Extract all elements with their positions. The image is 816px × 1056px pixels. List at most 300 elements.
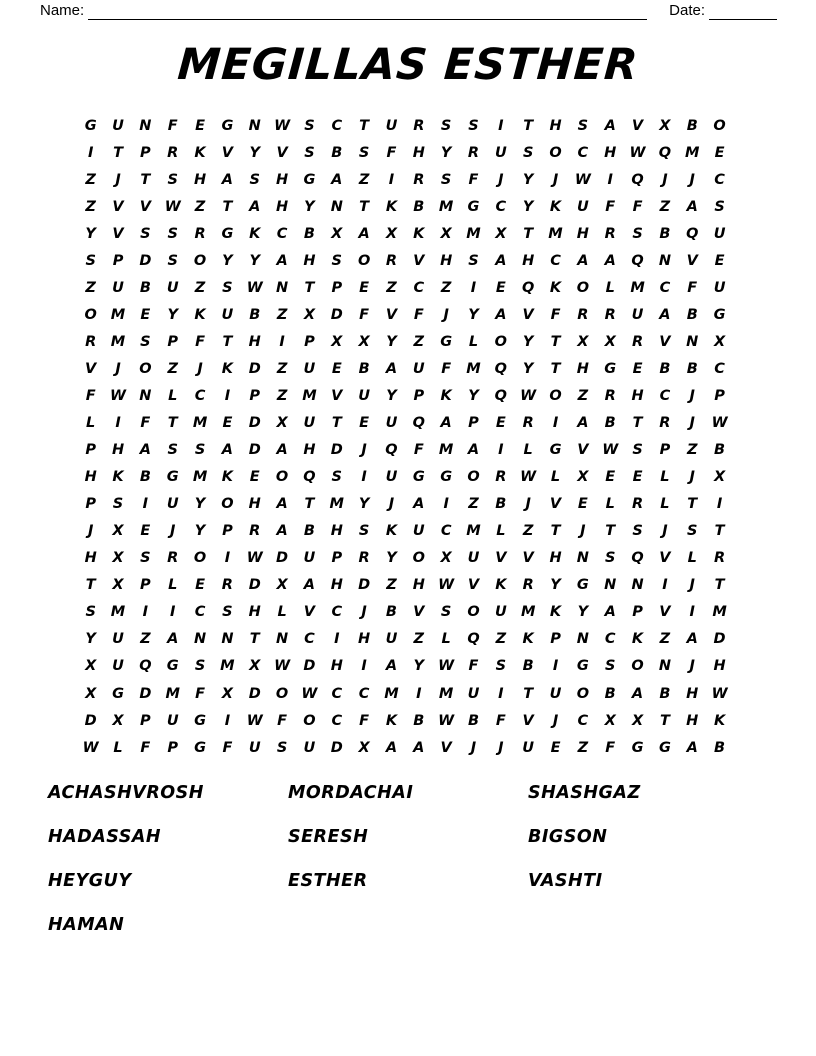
- grid-cell: U: [385, 631, 398, 648]
- grid-cell: U: [166, 279, 179, 296]
- grid-cell: N: [631, 577, 644, 594]
- grid-cell: N: [576, 550, 589, 567]
- grid-cell: A: [331, 171, 343, 188]
- grid-cell: W: [520, 387, 537, 404]
- grid-cell: T: [222, 333, 233, 350]
- grid-cell: H: [248, 604, 261, 621]
- grid-cell: H: [576, 360, 589, 377]
- grid-cell: B: [604, 685, 616, 702]
- grid-cell: I: [689, 604, 695, 621]
- grid-cell: B: [139, 469, 151, 486]
- grid-cell: V: [276, 144, 288, 161]
- grid-cell: F: [687, 279, 698, 296]
- grid-cell: V: [659, 550, 671, 567]
- grid-cell: C: [304, 631, 315, 648]
- grid-cell: O: [139, 360, 152, 377]
- grid-cell: P: [222, 523, 233, 540]
- grid-cell: Z: [386, 577, 397, 594]
- grid-cell: J: [361, 604, 367, 621]
- word-list-column: [48, 783, 204, 959]
- grid-cell: A: [413, 739, 425, 756]
- grid-cell: J: [689, 171, 695, 188]
- word-list-item: MORDACHAI: [288, 783, 414, 803]
- grid-cell: Q: [412, 415, 425, 432]
- grid-cell: V: [440, 739, 452, 756]
- grid-cell: K: [440, 387, 452, 404]
- grid-cell: S: [304, 117, 315, 134]
- grid-cell: T: [632, 415, 643, 432]
- grid-cell: B: [303, 523, 315, 540]
- grid-cell: A: [659, 306, 671, 323]
- grid-cell: S: [222, 279, 233, 296]
- grid-cell: I: [552, 415, 559, 432]
- grid-cell: F: [140, 739, 151, 756]
- grid-cell: D: [248, 577, 261, 594]
- grid-cell: S: [167, 171, 178, 188]
- grid-cell: Q: [631, 171, 644, 188]
- grid-cell: S: [632, 523, 643, 540]
- grid-cell: I: [361, 658, 367, 675]
- grid-cell: S: [714, 198, 725, 215]
- grid-cell: I: [716, 496, 723, 513]
- grid-cell: I: [443, 496, 449, 513]
- grid-cell: Y: [386, 550, 397, 567]
- grid-cell: J: [388, 496, 395, 513]
- grid-cell: O: [467, 469, 480, 486]
- grid-cell: O: [221, 496, 234, 513]
- grid-cell: C: [194, 604, 206, 621]
- grid-cell: Z: [659, 631, 671, 648]
- grid-cell: P: [331, 279, 343, 296]
- grid-cell: P: [85, 496, 96, 513]
- grid-cell: V: [522, 712, 534, 729]
- grid-cell: Q: [686, 225, 699, 242]
- grid-cell: F: [632, 198, 643, 215]
- grid-cell: X: [631, 712, 644, 729]
- grid-cell: L: [168, 387, 178, 404]
- grid-cell: J: [361, 442, 367, 459]
- grid-cell: X: [221, 685, 233, 702]
- grid-cell: Y: [468, 387, 479, 404]
- grid-cell: M: [384, 685, 399, 702]
- grid-cell: R: [167, 144, 179, 161]
- grid-cell: K: [549, 198, 562, 215]
- grid-cell: F: [413, 442, 424, 459]
- grid-cell: N: [193, 631, 207, 648]
- grid-cell: A: [604, 604, 616, 621]
- grid-cell: V: [631, 117, 644, 134]
- grid-cell: J: [662, 523, 668, 540]
- grid-cell: M: [438, 685, 454, 702]
- grid-cell: U: [248, 739, 261, 756]
- grid-cell: P: [140, 144, 151, 161]
- grid-cell: X: [331, 333, 343, 350]
- grid-cell: P: [112, 252, 124, 269]
- grid-cell: X: [303, 306, 316, 323]
- grid-cell: Z: [577, 387, 589, 404]
- grid-cell: O: [84, 306, 97, 323]
- grid-cell: Z: [413, 631, 425, 648]
- grid-cell: A: [385, 658, 398, 675]
- grid-cell: I: [498, 685, 504, 702]
- grid-cell: F: [550, 306, 561, 323]
- grid-cell: D: [330, 306, 343, 323]
- grid-cell: D: [248, 415, 261, 432]
- grid-cell: Q: [139, 658, 152, 675]
- grid-cell: D: [248, 442, 261, 459]
- grid-cell: Y: [222, 252, 233, 269]
- grid-cell: P: [140, 577, 151, 594]
- grid-cell: N: [139, 117, 152, 134]
- grid-cell: Y: [85, 225, 96, 242]
- grid-cell: Y: [440, 144, 452, 161]
- grid-cell: F: [605, 739, 616, 756]
- grid-cell: Z: [85, 279, 96, 296]
- grid-cell: B: [385, 604, 397, 621]
- grid-cell: Z: [85, 198, 96, 215]
- grid-cell: Q: [631, 550, 644, 567]
- grid-cell: X: [577, 469, 589, 486]
- grid-cell: H: [713, 658, 726, 675]
- grid-cell: S: [358, 523, 370, 540]
- grid-cell: M: [520, 604, 536, 621]
- grid-cell: F: [222, 739, 233, 756]
- grid-cell: H: [84, 469, 97, 486]
- grid-cell: U: [713, 279, 726, 296]
- grid-cell: M: [466, 225, 481, 242]
- grid-cell: G: [604, 360, 617, 377]
- grid-cell: X: [249, 658, 261, 675]
- grid-cell: S: [440, 604, 452, 621]
- grid-cell: D: [84, 712, 97, 729]
- grid-cell: C: [714, 360, 725, 377]
- grid-cell: Y: [386, 333, 397, 350]
- grid-cell: S: [167, 442, 178, 459]
- grid-cell: O: [467, 604, 480, 621]
- grid-cell: L: [523, 442, 533, 459]
- word-list-item: VASHTI: [528, 871, 603, 891]
- grid-cell: E: [632, 469, 643, 486]
- grid-cell: A: [495, 306, 507, 323]
- grid-cell: Z: [386, 279, 397, 296]
- grid-cell: A: [167, 631, 179, 648]
- grid-cell: G: [194, 739, 206, 756]
- grid-cell: V: [303, 604, 316, 621]
- grid-cell: P: [140, 712, 151, 729]
- grid-cell: M: [110, 333, 126, 350]
- grid-cell: C: [331, 604, 343, 621]
- grid-cell: S: [140, 550, 151, 567]
- grid-cell: S: [577, 117, 589, 134]
- grid-cell: T: [550, 523, 561, 540]
- grid-cell: Y: [358, 496, 370, 513]
- grid-cell: M: [329, 496, 344, 513]
- grid-cell: R: [604, 306, 616, 323]
- grid-cell: G: [467, 198, 480, 215]
- grid-cell: C: [495, 198, 507, 215]
- grid-cell: V: [522, 306, 534, 323]
- grid-cell: B: [467, 712, 480, 729]
- grid-cell: H: [111, 442, 125, 459]
- grid-cell: K: [549, 279, 562, 296]
- grid-cell: Y: [522, 171, 534, 188]
- grid-cell: K: [112, 469, 124, 486]
- grid-cell: M: [466, 523, 481, 540]
- grid-cell: W: [438, 658, 455, 675]
- grid-cell: U: [112, 117, 124, 134]
- grid-cell: A: [385, 360, 398, 377]
- grid-cell: V: [331, 387, 343, 404]
- grid-cell: E: [714, 252, 725, 269]
- grid-cell: H: [549, 550, 562, 567]
- grid-cell: S: [604, 658, 616, 675]
- grid-cell: J: [689, 387, 695, 404]
- grid-cell: C: [358, 685, 370, 702]
- grid-cell: B: [659, 225, 671, 242]
- grid-cell: S: [522, 144, 534, 161]
- grid-cell: B: [358, 360, 370, 377]
- grid-cell: D: [303, 658, 316, 675]
- grid-cell: G: [84, 117, 97, 134]
- grid-cell: O: [357, 252, 371, 269]
- grid-cell: K: [713, 712, 726, 729]
- grid-cell: S: [495, 658, 507, 675]
- grid-cell: Y: [522, 198, 534, 215]
- grid-cell: H: [549, 117, 562, 134]
- grid-cell: W: [711, 415, 728, 432]
- grid-cell: D: [248, 685, 261, 702]
- grid-cell: J: [525, 496, 531, 513]
- grid-cell: V: [495, 550, 507, 567]
- grid-cell: J: [470, 739, 477, 756]
- grid-cell: E: [632, 360, 643, 377]
- grid-cell: U: [385, 117, 398, 134]
- grid-cell: Z: [167, 360, 178, 377]
- word-list-item: HEYGUY: [48, 871, 132, 891]
- grid-cell: I: [87, 144, 94, 161]
- grid-cell: F: [140, 415, 151, 432]
- grid-cell: L: [687, 550, 697, 567]
- grid-cell: P: [249, 387, 261, 404]
- grid-cell: S: [167, 252, 178, 269]
- grid-cell: G: [576, 577, 589, 594]
- grid-cell: Y: [522, 360, 534, 377]
- word-list-item: SERESH: [288, 827, 369, 847]
- grid-cell: Q: [494, 360, 507, 377]
- grid-cell: J: [170, 523, 176, 540]
- grid-cell: V: [467, 577, 480, 594]
- grid-cell: C: [577, 712, 589, 729]
- grid-cell: B: [495, 496, 507, 513]
- grid-cell: O: [713, 117, 726, 134]
- grid-cell: S: [194, 442, 206, 459]
- grid-cell: L: [441, 631, 451, 648]
- grid-cell: G: [658, 739, 671, 756]
- grid-cell: S: [358, 144, 370, 161]
- grid-cell: Z: [85, 171, 96, 188]
- grid-cell: Y: [522, 333, 534, 350]
- grid-cell: G: [440, 333, 453, 350]
- grid-cell: Z: [440, 279, 452, 296]
- grid-cell: H: [303, 252, 316, 269]
- grid-cell: K: [413, 225, 425, 242]
- grid-cell: Q: [385, 442, 398, 459]
- grid-cell: E: [359, 279, 370, 296]
- grid-cell: H: [303, 442, 316, 459]
- grid-cell: B: [714, 442, 726, 459]
- grid-cell: W: [574, 171, 591, 188]
- grid-cell: V: [659, 604, 671, 621]
- grid-cell: N: [658, 658, 671, 675]
- grid-cell: U: [385, 469, 398, 486]
- grid-cell: H: [330, 658, 343, 675]
- grid-cell: Z: [468, 496, 479, 513]
- date-fill-line[interactable]: [709, 3, 777, 20]
- grid-cell: L: [660, 496, 670, 513]
- grid-cell: J: [689, 415, 695, 432]
- grid-cell: N: [248, 117, 261, 134]
- grid-cell: E: [359, 415, 370, 432]
- grid-cell: A: [276, 523, 288, 540]
- grid-cell: I: [388, 171, 395, 188]
- grid-cell: E: [550, 739, 561, 756]
- word-list-item: HADASSAH: [48, 827, 162, 847]
- grid-cell: H: [276, 171, 289, 188]
- grid-cell: D: [358, 577, 371, 594]
- grid-cell: F: [195, 333, 205, 350]
- grid-cell: J: [115, 171, 121, 188]
- grid-cell: A: [385, 739, 398, 756]
- grid-cell: X: [276, 415, 288, 432]
- grid-cell: L: [605, 279, 615, 296]
- grid-cell: T: [140, 171, 151, 188]
- grid-cell: O: [494, 333, 507, 350]
- grid-cell: U: [467, 550, 480, 567]
- grid-cell: H: [631, 387, 644, 404]
- grid-cell: Y: [194, 496, 206, 513]
- grid-cell: A: [276, 442, 288, 459]
- grid-cell: N: [686, 333, 699, 350]
- grid-cell: F: [359, 712, 370, 729]
- word-list-item: SHASHGAZ: [528, 783, 641, 803]
- grid-cell: C: [331, 685, 343, 702]
- grid-cell: K: [631, 631, 644, 648]
- grid-cell: B: [249, 306, 261, 323]
- grid-cell: R: [522, 577, 534, 594]
- grid-cell: W: [246, 550, 263, 567]
- grid-cell: L: [605, 496, 615, 513]
- grid-cell: N: [276, 279, 289, 296]
- grid-cell: X: [112, 550, 124, 567]
- grid-cell: J: [498, 171, 504, 188]
- grid-cell: S: [249, 171, 260, 188]
- grid-cell: H: [358, 631, 371, 648]
- grid-cell: S: [304, 144, 315, 161]
- grid-cell: T: [304, 279, 315, 296]
- grid-cell: K: [385, 712, 398, 729]
- grid-cell: V: [112, 225, 124, 242]
- grid-cell: P: [550, 631, 561, 648]
- grid-cell: B: [686, 360, 698, 377]
- grid-cell: A: [303, 577, 316, 594]
- grid-cell: X: [112, 523, 124, 540]
- grid-cell: M: [110, 306, 126, 323]
- grid-cell: R: [577, 306, 589, 323]
- grid-cell: X: [440, 550, 452, 567]
- grid-cell: N: [576, 631, 589, 648]
- grid-cell: P: [632, 604, 643, 621]
- grid-cell: X: [604, 712, 616, 729]
- grid-cell: V: [522, 550, 534, 567]
- grid-cell: O: [275, 685, 289, 702]
- grid-cell: D: [139, 252, 152, 269]
- grid-cell: N: [221, 631, 234, 648]
- grid-cell: A: [604, 117, 616, 134]
- grid-cell: Y: [167, 306, 178, 323]
- grid-cell: E: [222, 415, 233, 432]
- grid-cell: S: [604, 550, 616, 567]
- grid-cell: D: [139, 685, 152, 702]
- grid-cell: U: [713, 225, 726, 242]
- grid-cell: G: [166, 469, 179, 486]
- grid-cell: T: [222, 198, 233, 215]
- grid-cell: W: [301, 685, 318, 702]
- grid-cell: V: [112, 198, 124, 215]
- grid-cell: E: [195, 117, 205, 134]
- grid-cell: K: [549, 604, 562, 621]
- grid-cell: W: [274, 658, 291, 675]
- word-list-item: HAMAN: [48, 915, 125, 935]
- grid-cell: R: [385, 252, 398, 269]
- grid-cell: U: [303, 739, 316, 756]
- grid-cell: O: [549, 387, 562, 404]
- grid-cell: X: [85, 685, 97, 702]
- word-list-item: ESTHER: [288, 871, 368, 891]
- grid-cell: U: [494, 144, 507, 161]
- grid-cell: T: [550, 333, 561, 350]
- grid-cell: H: [330, 523, 343, 540]
- grid-cell: Z: [276, 306, 288, 323]
- grid-cell: X: [577, 333, 589, 350]
- grid-cell: C: [714, 171, 725, 188]
- grid-cell: I: [552, 658, 559, 675]
- grid-cell: S: [632, 442, 643, 459]
- grid-cell: E: [714, 144, 725, 161]
- grid-cell: K: [249, 225, 261, 242]
- grid-cell: V: [139, 198, 151, 215]
- grid-cell: P: [659, 442, 671, 459]
- grid-cell: S: [468, 117, 479, 134]
- grid-cell: F: [167, 117, 178, 134]
- grid-cell: M: [685, 144, 700, 161]
- grid-cell: X: [85, 658, 97, 675]
- grid-cell: A: [467, 442, 480, 459]
- grid-cell: Z: [495, 631, 507, 648]
- grid-cell: C: [659, 387, 671, 404]
- name-fill-line[interactable]: [88, 3, 647, 20]
- grid-cell: R: [604, 225, 616, 242]
- grid-cell: M: [192, 415, 208, 432]
- grid-cell: P: [331, 550, 343, 567]
- grid-cell: X: [331, 225, 343, 242]
- grid-cell: W: [164, 198, 181, 215]
- grid-cell: L: [660, 469, 670, 486]
- grid-cell: R: [659, 415, 671, 432]
- grid-cell: C: [659, 279, 671, 296]
- grid-cell: C: [604, 631, 616, 648]
- grid-cell: R: [85, 333, 97, 350]
- grid-cell: A: [276, 252, 288, 269]
